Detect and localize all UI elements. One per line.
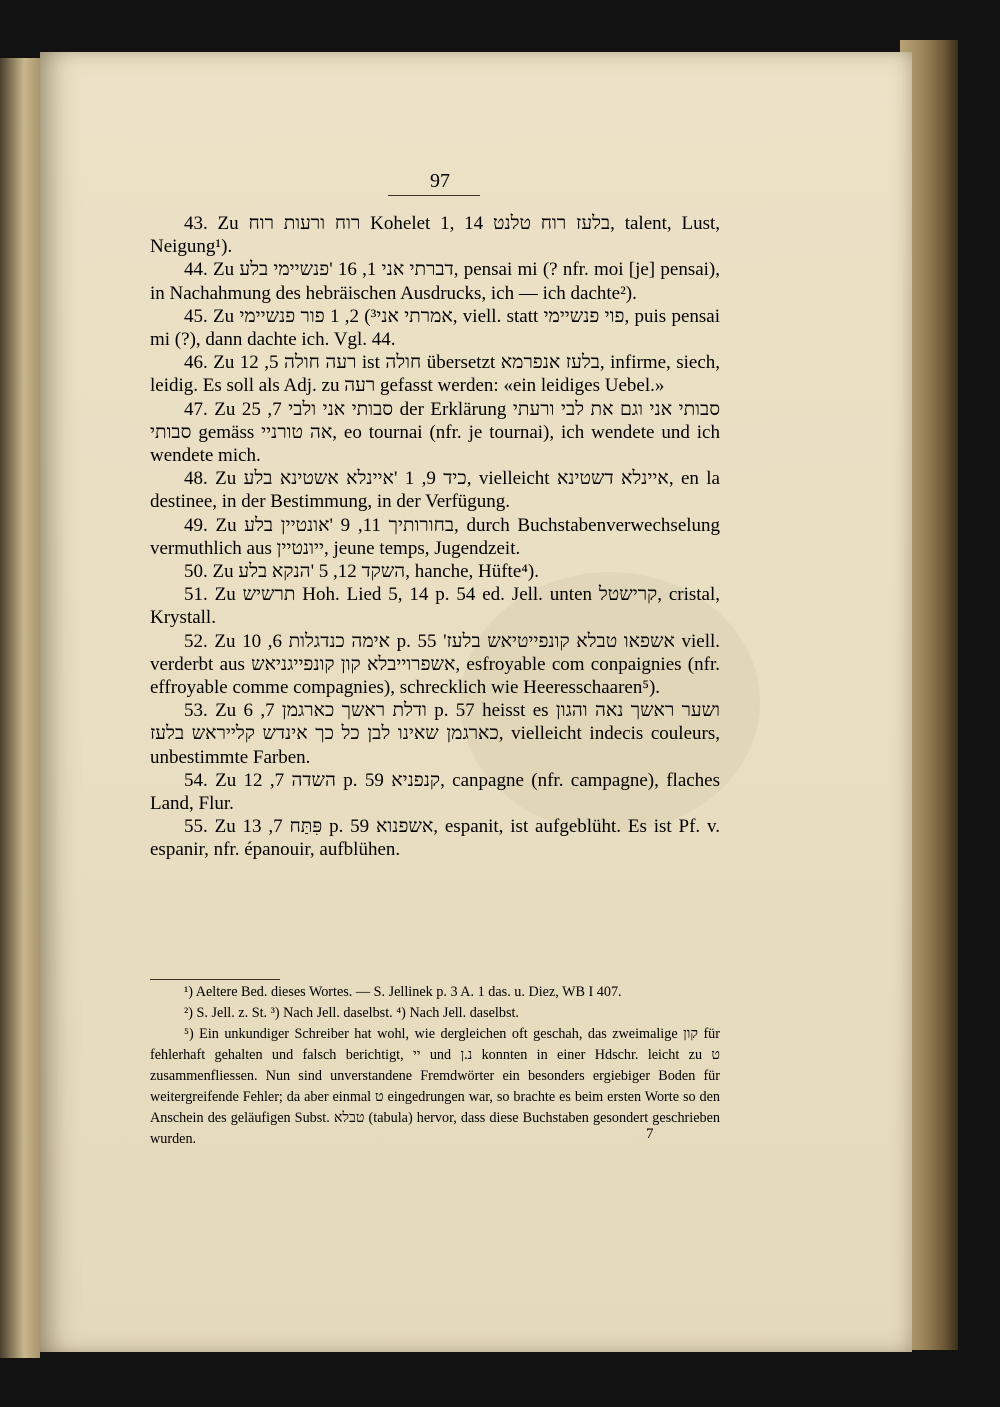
- page-number: 97: [430, 170, 450, 192]
- entry-44: 44. Zu דברתי אני 1, 16 'פנשיימי בלע, pensai mi (? nfr. moi [je] pensai), in Nachahmung des hebräischen Ausdrucks, ich — ich dachte²).: [150, 259, 721, 304]
- signature-mark: 7: [646, 1126, 654, 1142]
- entry-50: 50. Zu השקד 12, 5 'הנקא בלע, hanche, Hüfte⁴).: [184, 561, 539, 583]
- entry-55: 55. Zu פִּתַּח 7, 13 p. 59 אשפנוא, espanit, ist aufgeblüht. Es ist Pf. v. espanir, nfr. épanouir, aufblühen.: [150, 816, 721, 861]
- entry-48: 48. Zu כיד 9, 1 'איינלא אשטינא בלע, vielleicht איינלא דשטינא, en la destinee, in der Bestimmung, in der Verfügung.: [150, 468, 720, 513]
- footnote-rule: [150, 979, 280, 980]
- entry-52: 52. Zu אימה כנדגלות 6, 10 p. 55 'אשפאו טבלא קונפייטיאש בלעז viell. verderbt aus אשפרוייבלא קון קונפייגניאש, esfroyable com conpaignies (nfr. effroyable comme compagnies), schrecklich wie Heeresschaaren⁵).: [150, 630, 721, 699]
- entry-51: 51. Zu תרשיש Hoh. Lied 5, 14 p. 54 ed. Jell. unten קרישטל, cristal, Krystall.: [150, 584, 720, 629]
- entry-49: 49. Zu בחורותיך 11, 9 'אונטיין בלע, durch Buchstabenverwechselung vermuthlich aus ייונטיין, jeune temps, Jugendzeit.: [150, 514, 721, 559]
- entry-list: [150, 212, 720, 862]
- footnote-1: ¹) Aeltere Bed. dieses Wortes. — S. Jellinek p. 3 A. 1 das. u. Diez, WB I 407.: [184, 984, 622, 1000]
- footnote-5: ⁵) Ein unkundiger Schreiber hat wohl, wie dergleichen oft geschah, das zweimalige קון für fehlerhaft gehalten und falsch berichtigt, יי und נ.ן konnten in einer Hdschr. leicht zu ט zusammenfliessen. Nun sind unverstandene Fremdwörter ein besonders ergiebiger Boden für weitergreifende Fehler; da aber einmal ט eingedrungen war, so brachte es beim ersten Worte so den Anschein des geläufigen Subst. טבלא (tabula) hervor, dass diese Buchstaben gesondert geschrieben wurden.: [150, 1026, 720, 1147]
- entry-53: 53. Zu ודלת ראשך כארגמן 7, 6 p. 57 heisst es ושער ראשך נאה והגון כארגמן שאינו לבן כל כך אינדש קלייראש בלעז, vielleicht indecis couleurs, unbestimmte Farben.: [150, 700, 721, 768]
- entry-45: 45. Zu אמרתי אני³) 2, 1 פור פנשיימי, viell. statt פוי פנשיימי, puis pensai mi (?), dann dachte ich. Vgl. 44.: [150, 305, 721, 351]
- book-page: [40, 52, 912, 1352]
- entry-47: 47. Zu סבותי אני ולבי 7, 25 der Erklärung סבותי אני וגם את לבי ורעתי סבותי gemäss אה טורניי, eo tournai (nfr. je tournai), ich wendete und ich wendete mich.: [150, 398, 721, 467]
- header-rule: [388, 195, 480, 196]
- entry-46: 46. Zu רעה חולה 5, 12 ist חולה übersetzt בלעז אנפרמא, infirme, siech, leidig. Es soll als Adj. zu רעה gefasst werden: «ein leidiges Uebel.»: [150, 352, 721, 397]
- entry-43: 43. Zu רוח ורעות רוח Kohelet 1, 14 בלעז רוח טלנט, talent, Lust, Neigung¹).: [150, 213, 720, 258]
- entry-54: 54. Zu השדה 7, 12 p. 59 קנפניא, canpagne (nfr. campagne), flaches Land, Flur.: [150, 769, 721, 815]
- footnotes: [150, 982, 720, 1150]
- footnote-2-4: ²) S. Jell. z. St. ³) Nach Jell. daselbst. ⁴) Nach Jell. daselbst.: [184, 1005, 519, 1021]
- facing-page-edge: [0, 58, 40, 1358]
